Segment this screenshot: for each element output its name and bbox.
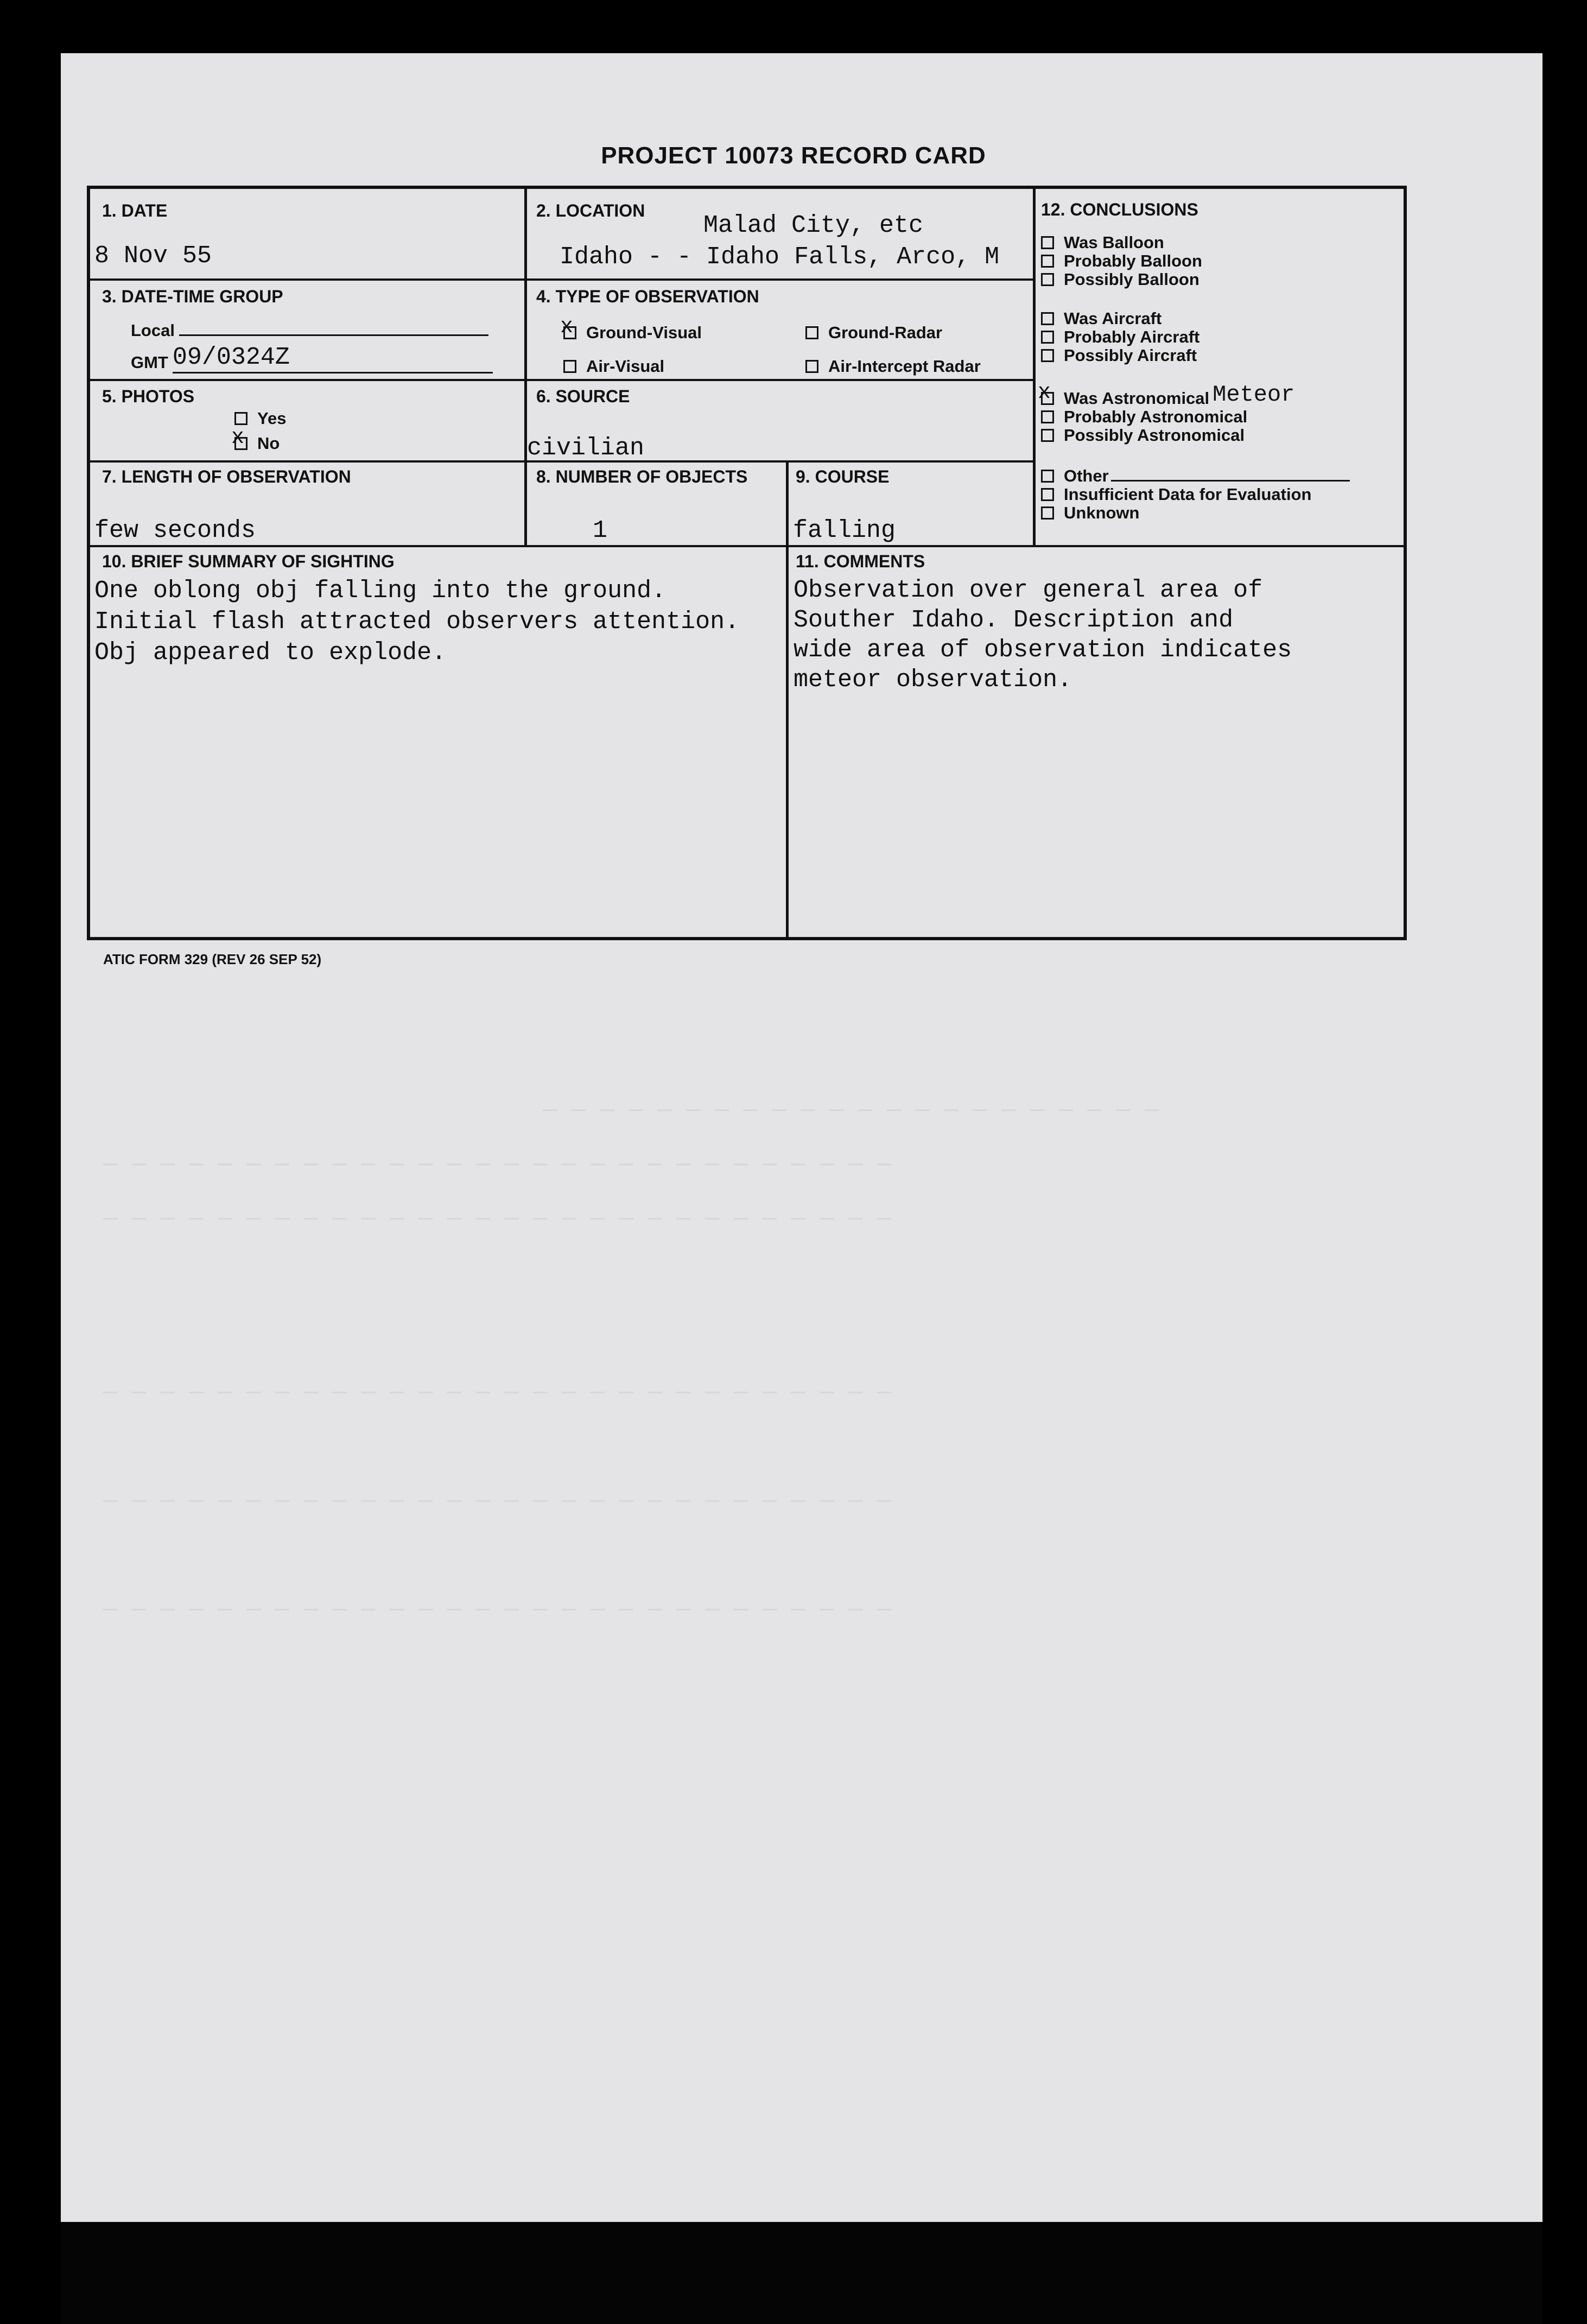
was-balloon-option[interactable] <box>1041 233 1202 252</box>
possibly-aircraft-checkbox[interactable] <box>1041 349 1054 362</box>
probably-balloon-text: Probably Balloon <box>1064 251 1202 270</box>
photos-no-checkbox[interactable] <box>234 437 247 450</box>
was-aircraft-checkbox[interactable] <box>1041 312 1054 325</box>
divider <box>90 278 1036 281</box>
source-label: 6. SOURCE <box>536 387 630 406</box>
divider <box>524 460 527 545</box>
bleed-through-line: — — — — — — — — — — — — — — — — — — — — — — — — — — — — <box>103 1596 892 1623</box>
local-label: Local <box>131 321 175 340</box>
other-checkbox[interactable] <box>1041 470 1054 483</box>
photos-label: 5. PHOTOS <box>102 387 195 406</box>
bleed-through-line: — — — — — — — — — — — — — — — — — — — — — — — — — — — — <box>103 1379 892 1406</box>
summary-line: Initial flash attracted observers attention. <box>94 608 740 636</box>
conclusions-group-aircraft <box>1041 309 1199 365</box>
film-edge <box>61 2222 1542 2324</box>
summary-text <box>94 575 739 668</box>
record-card <box>87 186 1407 940</box>
was-astronomical-text: Was Astronomical <box>1064 389 1210 408</box>
other-text: Other <box>1064 466 1109 485</box>
summary-line: Obj appeared to explode. <box>94 639 447 667</box>
air-intercept-checkbox[interactable] <box>805 360 818 373</box>
observation-type-label: 4. TYPE OF OBSERVATION <box>536 287 759 306</box>
ground-visual-text: Ground-Visual <box>586 323 702 342</box>
local-line <box>179 334 488 336</box>
possibly-aircraft-option[interactable] <box>1041 346 1199 365</box>
meteor-note: Meteor <box>1213 382 1295 408</box>
comments-line: Souther Idaho. Description and <box>794 606 1234 634</box>
probably-astronomical-checkbox[interactable] <box>1041 410 1054 423</box>
location-line2: Idaho - - Idaho Falls, Arco, M <box>560 243 1000 271</box>
photos-no-option[interactable] <box>234 434 280 453</box>
form-number: ATIC FORM 329 (REV 26 SEP 52) <box>103 951 322 967</box>
course-value: falling <box>793 517 896 544</box>
divider <box>90 545 1404 547</box>
bleed-through-line: — — — — — — — — — — — — — — — — — — — — — — <box>543 1097 1159 1124</box>
comments-line: meteor observation. <box>794 666 1072 694</box>
photos-no-text: No <box>257 434 280 453</box>
probably-balloon-option[interactable] <box>1041 252 1202 270</box>
bleed-through-line: — — — — — — — — — — — — — — — — — — — — — — — — — — — — <box>103 1151 892 1178</box>
conclusions-group-balloon <box>1041 233 1202 289</box>
possibly-aircraft-text: Possibly Aircraft <box>1064 346 1197 365</box>
divider <box>786 460 789 937</box>
insufficient-data-text: Insufficient Data for Evaluation <box>1064 485 1312 504</box>
bleed-through-line: — — — — — — — — — — — — — — — — — — — — — — — — — — — — <box>103 1205 892 1232</box>
gmt-value: 09/0324Z <box>172 344 290 371</box>
date-label: 1. DATE <box>102 201 168 220</box>
other-line <box>1111 467 1350 482</box>
comments-text <box>794 575 1292 695</box>
objects-value: 1 <box>593 517 608 544</box>
possibly-astronomical-option[interactable] <box>1041 426 1291 445</box>
other-option[interactable] <box>1041 467 1350 485</box>
ground-visual-checkbox[interactable] <box>563 326 576 339</box>
comments-label: 11. COMMENTS <box>796 552 925 571</box>
local-field <box>131 321 488 340</box>
date-value: 8 Nov 55 <box>94 242 212 270</box>
unknown-text: Unknown <box>1064 503 1140 522</box>
location-label: 2. LOCATION <box>536 201 645 220</box>
was-balloon-text: Was Balloon <box>1064 233 1164 252</box>
card-title: PROJECT 10073 RECORD CARD <box>601 142 986 169</box>
gmt-label: GMT <box>131 353 168 372</box>
was-astronomical-checkbox[interactable] <box>1041 392 1054 405</box>
course-label: 9. COURSE <box>796 467 890 486</box>
bleed-through-line: — — — — — — — — — — — — — — — — — — — — — — — — — — — — <box>103 1487 892 1515</box>
possibly-balloon-text: Possibly Balloon <box>1064 270 1199 289</box>
comments-line: Observation over general area of <box>794 577 1263 604</box>
ground-visual-option[interactable] <box>563 324 702 342</box>
insufficient-data-option[interactable] <box>1041 485 1350 504</box>
length-value: few seconds <box>94 517 256 544</box>
air-intercept-text: Air-Intercept Radar <box>828 357 981 376</box>
air-visual-checkbox[interactable] <box>563 360 576 373</box>
was-aircraft-text: Was Aircraft <box>1064 309 1162 328</box>
length-label: 7. LENGTH OF OBSERVATION <box>102 467 351 486</box>
conclusions-label: 12. CONCLUSIONS <box>1041 200 1198 219</box>
probably-balloon-checkbox[interactable] <box>1041 255 1054 268</box>
gmt-field <box>131 344 493 373</box>
probably-aircraft-checkbox[interactable] <box>1041 331 1054 344</box>
probably-astronomical-option[interactable] <box>1041 408 1291 426</box>
was-aircraft-option[interactable] <box>1041 309 1199 328</box>
unknown-checkbox[interactable] <box>1041 506 1054 520</box>
conclusions-group-other <box>1041 467 1350 522</box>
location-line1: Malad City, etc <box>703 212 924 239</box>
objects-label: 8. NUMBER OF OBJECTS <box>536 467 748 486</box>
insufficient-data-checkbox[interactable] <box>1041 488 1054 501</box>
gmt-line <box>172 344 493 373</box>
photos-yes-option[interactable] <box>234 409 286 428</box>
ground-radar-option[interactable] <box>805 324 942 342</box>
unknown-option[interactable] <box>1041 504 1350 522</box>
possibly-astronomical-checkbox[interactable] <box>1041 429 1054 442</box>
air-visual-option[interactable] <box>563 357 664 376</box>
photos-yes-text: Yes <box>257 409 287 428</box>
possibly-balloon-option[interactable] <box>1041 270 1202 289</box>
was-astronomical-option[interactable] <box>1041 382 1295 408</box>
photos-yes-checkbox[interactable] <box>234 412 247 425</box>
divider <box>90 379 1036 381</box>
air-visual-text: Air-Visual <box>586 357 665 376</box>
air-intercept-option[interactable] <box>805 357 981 376</box>
conclusions-group-astronomical <box>1041 382 1295 445</box>
possibly-astronomical-text: Possibly Astronomical <box>1064 426 1245 445</box>
comments-line: wide area of observation indicates <box>794 636 1292 664</box>
possibly-balloon-checkbox[interactable] <box>1041 273 1054 286</box>
probably-aircraft-text: Probably Aircraft <box>1064 327 1200 346</box>
summary-label: 10. BRIEF SUMMARY OF SIGHTING <box>102 552 395 571</box>
was-balloon-checkbox[interactable] <box>1041 236 1054 249</box>
probably-aircraft-option[interactable] <box>1041 328 1199 346</box>
probably-astronomical-text: Probably Astronomical <box>1064 407 1248 426</box>
datetime-label: 3. DATE-TIME GROUP <box>102 287 283 306</box>
source-value: civilian <box>527 434 645 462</box>
ground-radar-text: Ground-Radar <box>828 323 943 342</box>
summary-line: One oblong obj falling into the ground. <box>94 577 666 605</box>
ground-radar-checkbox[interactable] <box>805 326 818 339</box>
divider <box>1033 189 1036 545</box>
